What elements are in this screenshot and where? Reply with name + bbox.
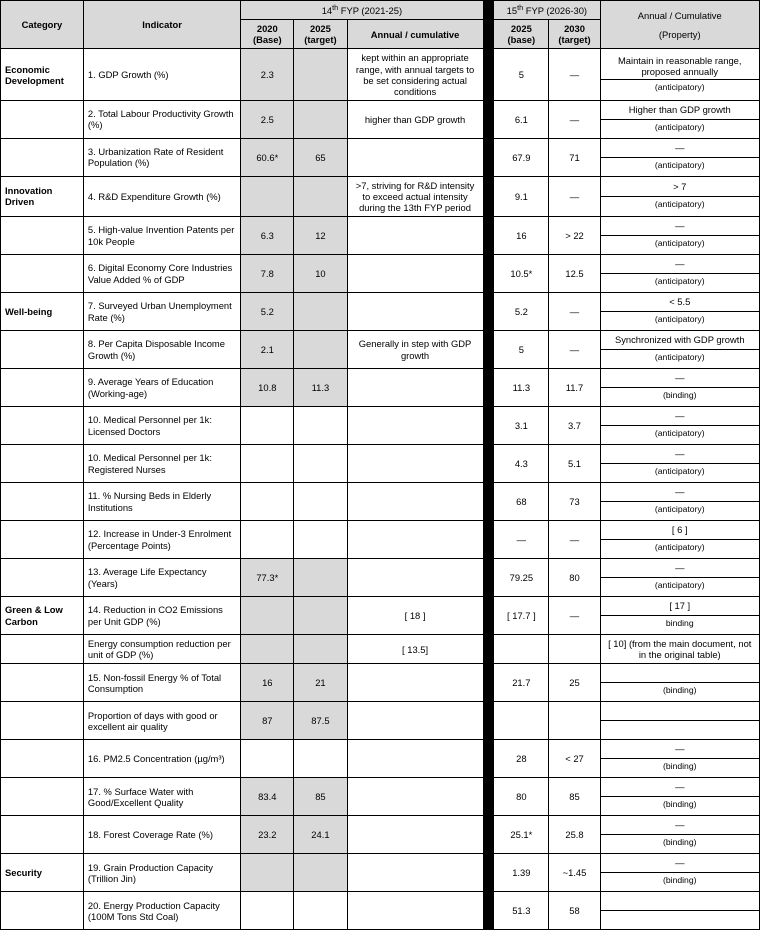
cell-annual-cumulative-15th (600, 702, 760, 740)
cell-annual-cumulative-15th (600, 740, 760, 778)
cell-right-value: — (601, 483, 760, 502)
cell-annual-cumulative-15th (600, 176, 760, 216)
header-annual-cumulative: Annual / cumulative (347, 20, 483, 49)
cell-2025-target: 65 (294, 138, 347, 176)
cell-2030-target: 25.8 (549, 816, 600, 854)
cell-right-value: Maintain in reasonable range, proposed annually (601, 52, 760, 80)
cell-annual-cumulative-15th (600, 49, 760, 100)
cell-annual-cumulative-15th (600, 445, 760, 483)
cell-indicator: 14. Reduction in CO2 Emissions per Unit GDP (%) (83, 597, 240, 635)
cell-annual-cumulative-14th (347, 138, 483, 176)
cell-category (1, 521, 84, 559)
cell-annual-cumulative-14th (347, 559, 483, 597)
cell-category (1, 892, 84, 930)
cell-right-property: (anticipatory) (654, 238, 705, 249)
cell-2020-base (241, 854, 294, 892)
cell-category (1, 816, 84, 854)
cell-indicator: 5. High-value Invention Patents per 10k People (83, 217, 240, 255)
cell-annual-cumulative-14th (347, 892, 483, 930)
cell-indicator: 1. GDP Growth (%) (83, 49, 240, 100)
table-row (1, 778, 760, 816)
cell-2025-base: 68 (494, 483, 549, 521)
cell-indicator: 19. Grain Production Capacity (Trillion Jin) (83, 854, 240, 892)
table-row (1, 597, 760, 635)
group-15-num: 15 (506, 5, 518, 17)
cell-indicator: 3. Urbanization Rate of Resident Population (%) (83, 138, 240, 176)
cell-2025-target (294, 892, 347, 930)
cell-annual-cumulative-15th (600, 816, 760, 854)
cell-category (1, 559, 84, 597)
cell-annual-cumulative-14th: >7, striving for R&D intensity to exceed actual intensity during the 13th FYP period (347, 176, 483, 216)
group-14-num: 14 (321, 5, 333, 17)
cell-annual-cumulative-14th: [ 18 ] (347, 597, 483, 635)
cell-indicator: 18. Forest Coverage Rate (%) (83, 816, 240, 854)
table-row (1, 49, 760, 100)
cell-2025-base: [ 17.7 ] (494, 597, 549, 635)
header-category: Category (1, 1, 84, 49)
cell-2030-target: — (549, 597, 600, 635)
table-row (1, 483, 760, 521)
cell-right-property (601, 911, 760, 929)
cell-2020-base (241, 483, 294, 521)
cell-2025-target: 85 (294, 778, 347, 816)
group-15-main: FYP (2026-30) (525, 5, 588, 17)
cell-category (1, 445, 84, 483)
cell-annual-cumulative-15th (600, 854, 760, 892)
cell-right-property: (anticipatory) (654, 198, 705, 209)
cell-2025-base: 5.2 (494, 293, 549, 331)
header-2020-base-year: 2020 (256, 23, 278, 35)
cell-2030-target: 80 (549, 559, 600, 597)
cell-2025-target: 11.3 (294, 369, 347, 407)
cell-right-property: (anticipatory) (654, 580, 705, 591)
cell-annual-cumulative-15th (600, 597, 760, 635)
cell-2025-base: 16 (494, 217, 549, 255)
cell-2025-base: 5 (494, 331, 549, 369)
cell-2030-target (549, 635, 600, 664)
cell-annual-cumulative-14th (347, 369, 483, 407)
cell-2020-base (241, 892, 294, 930)
cell-2025-target (294, 559, 347, 597)
cell-indicator: 10. Medical Personnel per 1k: Registered Nurses (83, 445, 240, 483)
cell-annual-cumulative-15th (600, 778, 760, 816)
cell-right-property: (binding) (663, 875, 697, 886)
cell-annual-cumulative-14th (347, 483, 483, 521)
cell-2020-base: 2.1 (241, 331, 294, 369)
cell-right-value: — (601, 778, 760, 797)
cell-2025-target (294, 854, 347, 892)
cell-2025-target (294, 331, 347, 369)
cell-annual-cumulative-14th (347, 293, 483, 331)
cell-category (1, 664, 84, 702)
cell-2025-base: — (494, 521, 549, 559)
cell-2025-target (294, 597, 347, 635)
cell-2025-target (294, 483, 347, 521)
group-14-sup: th (332, 3, 339, 12)
table-row (1, 176, 760, 216)
cell-indicator: 7. Surveyed Urban Unemployment Rate (%) (83, 293, 240, 331)
cell-annual-cumulative-14th (347, 816, 483, 854)
cell-category (1, 255, 84, 293)
cell-category (1, 483, 84, 521)
cell-annual-cumulative-15th (600, 100, 760, 138)
cell-right-value (601, 702, 760, 721)
cell-category: Innovation Driven (1, 176, 84, 216)
cell-2025-target (294, 521, 347, 559)
cell-right-value: — (601, 407, 760, 426)
cell-2030-target: 5.1 (549, 445, 600, 483)
cell-indicator: 2. Total Labour Productivity Growth (%) (83, 100, 240, 138)
cell-annual-cumulative-14th (347, 740, 483, 778)
cell-annual-cumulative-14th (347, 445, 483, 483)
cell-right-value: — (601, 445, 760, 464)
table-row (1, 521, 760, 559)
cell-2030-target: 25 (549, 664, 600, 702)
cell-indicator: 4. R&D Expenditure Growth (%) (83, 176, 240, 216)
cell-2025-target (294, 635, 347, 664)
cell-indicator: Energy consumption reduction per unit of GDP (%) (83, 635, 240, 664)
cell-annual-cumulative-15th (600, 138, 760, 176)
cell-2020-base: 2.5 (241, 100, 294, 138)
header-2020-base-label: (Base) (252, 34, 282, 46)
table-row (1, 331, 760, 369)
cell-2025-base: 51.3 (494, 892, 549, 930)
table-row (1, 369, 760, 407)
cell-2025-target: 87.5 (294, 702, 347, 740)
cell-2030-target: 85 (549, 778, 600, 816)
cell-indicator: 20. Energy Production Capacity (100M Tons Std Coal) (83, 892, 240, 930)
cell-category (1, 407, 84, 445)
cell-annual-cumulative-15th (600, 407, 760, 445)
cell-2025-base: 4.3 (494, 445, 549, 483)
cell-indicator: 16. PM2.5 Concentration (µg/m³) (83, 740, 240, 778)
cell-annual-cumulative-15th (600, 559, 760, 597)
cell-2025-target (294, 407, 347, 445)
cell-annual-cumulative-14th (347, 407, 483, 445)
header-2025-base (494, 20, 549, 49)
header-2025-target-label: (target) (304, 34, 337, 46)
cell-2030-target: — (549, 49, 600, 100)
cell-annual-cumulative-15th (600, 255, 760, 293)
cell-annual-cumulative-15th (600, 293, 760, 331)
cell-2020-base (241, 597, 294, 635)
cell-2025-target (294, 445, 347, 483)
cell-annual-cumulative-14th (347, 702, 483, 740)
table-row (1, 816, 760, 854)
cell-2030-target: — (549, 176, 600, 216)
table-row (1, 138, 760, 176)
table-row (1, 407, 760, 445)
cell-annual-cumulative-14th (347, 521, 483, 559)
cell-right-property: (anticipatory) (654, 159, 705, 170)
cell-right-value (601, 892, 760, 911)
header-2030-target-year: 2030 (564, 23, 585, 35)
cell-2020-base: 77.3* (241, 559, 294, 597)
cell-indicator: Proportion of days with good or excellent air quality (83, 702, 240, 740)
cell-2025-target (294, 293, 347, 331)
cell-right-value (601, 664, 760, 683)
cell-2025-base: 25.1* (494, 816, 549, 854)
table-row (1, 293, 760, 331)
cell-category (1, 778, 84, 816)
cell-2025-base: 5 (494, 49, 549, 100)
cell-right-property: (binding) (663, 837, 697, 848)
cell-2020-base (241, 635, 294, 664)
cell-2025-base: 10.5* (494, 255, 549, 293)
cell-annual-cumulative-14th: kept within an appropriate range, with annual targets to be set considering actual conditions (347, 49, 483, 100)
cell-2020-base: 23.2 (241, 816, 294, 854)
cell-category (1, 702, 84, 740)
cell-indicator: 15. Non-fossil Energy % of Total Consumption (83, 664, 240, 702)
header-2025-base-year: 2025 (510, 23, 532, 35)
header-2030-target-label: (target) (558, 34, 591, 46)
cell-annual-cumulative-14th (347, 778, 483, 816)
cell-2025-base (494, 702, 549, 740)
cell-2020-base: 10.8 (241, 369, 294, 407)
cell-right-value: [ 6 ] (601, 521, 760, 540)
cell-right-value: > 7 (601, 178, 760, 197)
cell-right-value: Higher than GDP growth (601, 101, 760, 120)
cell-2025-target (294, 740, 347, 778)
cell-2030-target (549, 702, 600, 740)
header-annual-cumulative-right-line1: Annual / Cumulative (637, 9, 722, 21)
cell-annual-cumulative-14th (347, 854, 483, 892)
cell-category (1, 635, 84, 664)
cell-right-value: — (601, 255, 760, 274)
table-row (1, 854, 760, 892)
cell-2020-base: 5.2 (241, 293, 294, 331)
cell-2025-target: 24.1 (294, 816, 347, 854)
cell-indicator: 6. Digital Economy Core Industries Value Added % of GDP (83, 255, 240, 293)
header-2025-base-label: (base) (507, 34, 536, 46)
column-separator-body (483, 49, 494, 930)
cell-right-property: (binding) (663, 685, 697, 696)
cell-indicator: 10. Medical Personnel per 1k: Licensed Doctors (83, 407, 240, 445)
table-row (1, 892, 760, 930)
cell-category (1, 217, 84, 255)
column-separator (483, 1, 494, 49)
cell-annual-cumulative-15th (600, 369, 760, 407)
cell-right-value: — (601, 740, 760, 759)
cell-2020-base (241, 176, 294, 216)
cell-annual-cumulative-14th (347, 217, 483, 255)
cell-annual-cumulative-15th (600, 217, 760, 255)
cell-right-property: (anticipatory) (654, 314, 705, 325)
cell-category (1, 331, 84, 369)
cell-2020-base: 16 (241, 664, 294, 702)
group-15-sup: th (517, 3, 524, 12)
cell-annual-cumulative-14th: Generally in step with GDP growth (347, 331, 483, 369)
cell-right-property: (anticipatory) (654, 352, 705, 363)
cell-indicator: 13. Average Life Expectancy (Years) (83, 559, 240, 597)
cell-annual-cumulative-14th: [ 13.5] (347, 635, 483, 664)
header-group-14th-fyp (241, 1, 483, 20)
table-row (1, 740, 760, 778)
cell-right-property: (binding) (663, 761, 697, 772)
cell-2020-base (241, 740, 294, 778)
cell-2020-base (241, 521, 294, 559)
cell-2030-target: 12.5 (549, 255, 600, 293)
cell-2025-target (294, 100, 347, 138)
cell-right-value: < 5.5 (601, 293, 760, 312)
cell-2020-base (241, 445, 294, 483)
cell-2030-target: 11.7 (549, 369, 600, 407)
header-annual-cumulative-right-line2: (Property) (658, 28, 701, 40)
cell-2030-target: — (549, 293, 600, 331)
cell-2020-base: 2.3 (241, 49, 294, 100)
cell-2025-base: 67.9 (494, 138, 549, 176)
cell-right-property: (anticipatory) (654, 504, 705, 515)
cell-right-property: binding (665, 618, 694, 629)
cell-2020-base: 6.3 (241, 217, 294, 255)
cell-annual-cumulative-15th (600, 521, 760, 559)
header-group-15th-fyp (494, 1, 600, 20)
cell-right-property: (anticipatory) (654, 466, 705, 477)
cell-2025-base: 80 (494, 778, 549, 816)
cell-2025-target: 21 (294, 664, 347, 702)
cell-2030-target: < 27 (549, 740, 600, 778)
cell-annual-cumulative-15th (600, 483, 760, 521)
table-row (1, 635, 760, 664)
cell-2025-base: 6.1 (494, 100, 549, 138)
cell-right-property: (binding) (663, 799, 697, 810)
cell-2030-target: ~1.45 (549, 854, 600, 892)
header-2020-base (241, 20, 294, 49)
header-group-row (1, 1, 760, 20)
header-2025-target-year: 2025 (310, 23, 331, 35)
cell-right-property: (anticipatory) (654, 542, 705, 553)
cell-category: Well-being (1, 293, 84, 331)
cell-2030-target: 71 (549, 138, 600, 176)
cell-right-property: (anticipatory) (654, 81, 705, 92)
cell-right-property: (anticipatory) (654, 428, 705, 439)
cell-2025-target: 12 (294, 217, 347, 255)
header-indicator: Indicator (83, 1, 240, 49)
cell-right-value: Synchronized with GDP growth (601, 331, 760, 350)
table-row (1, 100, 760, 138)
cell-2025-target (294, 176, 347, 216)
cell-2025-base: 11.3 (494, 369, 549, 407)
cell-annual-cumulative-14th (347, 664, 483, 702)
cell-indicator: 12. Increase in Under-3 Enrolment (Percentage Points) (83, 521, 240, 559)
cell-annual-cumulative-15th (600, 664, 760, 702)
cell-indicator: 11. % Nursing Beds in Elderly Institutions (83, 483, 240, 521)
table-header (1, 1, 760, 49)
cell-right-property: (anticipatory) (654, 276, 705, 287)
cell-right-value: — (601, 854, 760, 873)
cell-indicator: 8. Per Capita Disposable Income Growth (%) (83, 331, 240, 369)
cell-right-property: (anticipatory) (654, 121, 705, 132)
cell-category: Security (1, 854, 84, 892)
cell-2025-base: 9.1 (494, 176, 549, 216)
cell-category (1, 100, 84, 138)
header-2030-target (549, 20, 600, 49)
cell-category (1, 369, 84, 407)
cell-2030-target: 73 (549, 483, 600, 521)
cell-category (1, 138, 84, 176)
cell-2030-target: 58 (549, 892, 600, 930)
cell-2025-target (294, 49, 347, 100)
cell-right-property (601, 721, 760, 739)
table-row (1, 217, 760, 255)
cell-2030-target: — (549, 100, 600, 138)
table-row (1, 255, 760, 293)
cell-2020-base: 83.4 (241, 778, 294, 816)
cell-category (1, 740, 84, 778)
cell-annual-cumulative-15th: [ 10] (from the main document, not in the original table) (600, 635, 760, 664)
table-body (1, 49, 760, 930)
cell-right-value: — (601, 559, 760, 578)
cell-2030-target: — (549, 521, 600, 559)
cell-indicator: 9. Average Years of Education (Working-age) (83, 369, 240, 407)
cell-right-value: [ 17 ] (601, 597, 760, 616)
cell-annual-cumulative-15th (600, 892, 760, 930)
table-row (1, 664, 760, 702)
table-row (1, 702, 760, 740)
table-row (1, 445, 760, 483)
cell-2020-base (241, 407, 294, 445)
cell-category: Green & Low Carbon (1, 597, 84, 635)
cell-2025-base: 3.1 (494, 407, 549, 445)
table-row (1, 559, 760, 597)
cell-2025-base: 28 (494, 740, 549, 778)
cell-2020-base: 60.6* (241, 138, 294, 176)
cell-2020-base: 7.8 (241, 255, 294, 293)
cell-2030-target: 3.7 (549, 407, 600, 445)
cell-2025-base: 1.39 (494, 854, 549, 892)
cell-2020-base: 87 (241, 702, 294, 740)
cell-2030-target: — (549, 331, 600, 369)
cell-2025-base: 21.7 (494, 664, 549, 702)
cell-2025-base: 79.25 (494, 559, 549, 597)
cell-right-value: — (601, 369, 760, 388)
group-14-main: FYP (2021-25) (340, 5, 403, 17)
cell-annual-cumulative-15th (600, 331, 760, 369)
cell-2025-target: 10 (294, 255, 347, 293)
cell-category: Economic Development (1, 49, 84, 100)
cell-2025-base (494, 635, 549, 664)
cell-annual-cumulative-14th: higher than GDP growth (347, 100, 483, 138)
cell-2030-target: > 22 (549, 217, 600, 255)
cell-right-value: — (601, 217, 760, 236)
cell-right-value: — (601, 139, 760, 158)
header-annual-cumulative-property (600, 1, 760, 49)
cell-right-property: (binding) (663, 390, 697, 401)
cell-indicator: 17. % Surface Water with Good/Excellent Quality (83, 778, 240, 816)
cell-annual-cumulative-14th (347, 255, 483, 293)
cell-right-value: — (601, 816, 760, 835)
header-2025-target (294, 20, 347, 49)
